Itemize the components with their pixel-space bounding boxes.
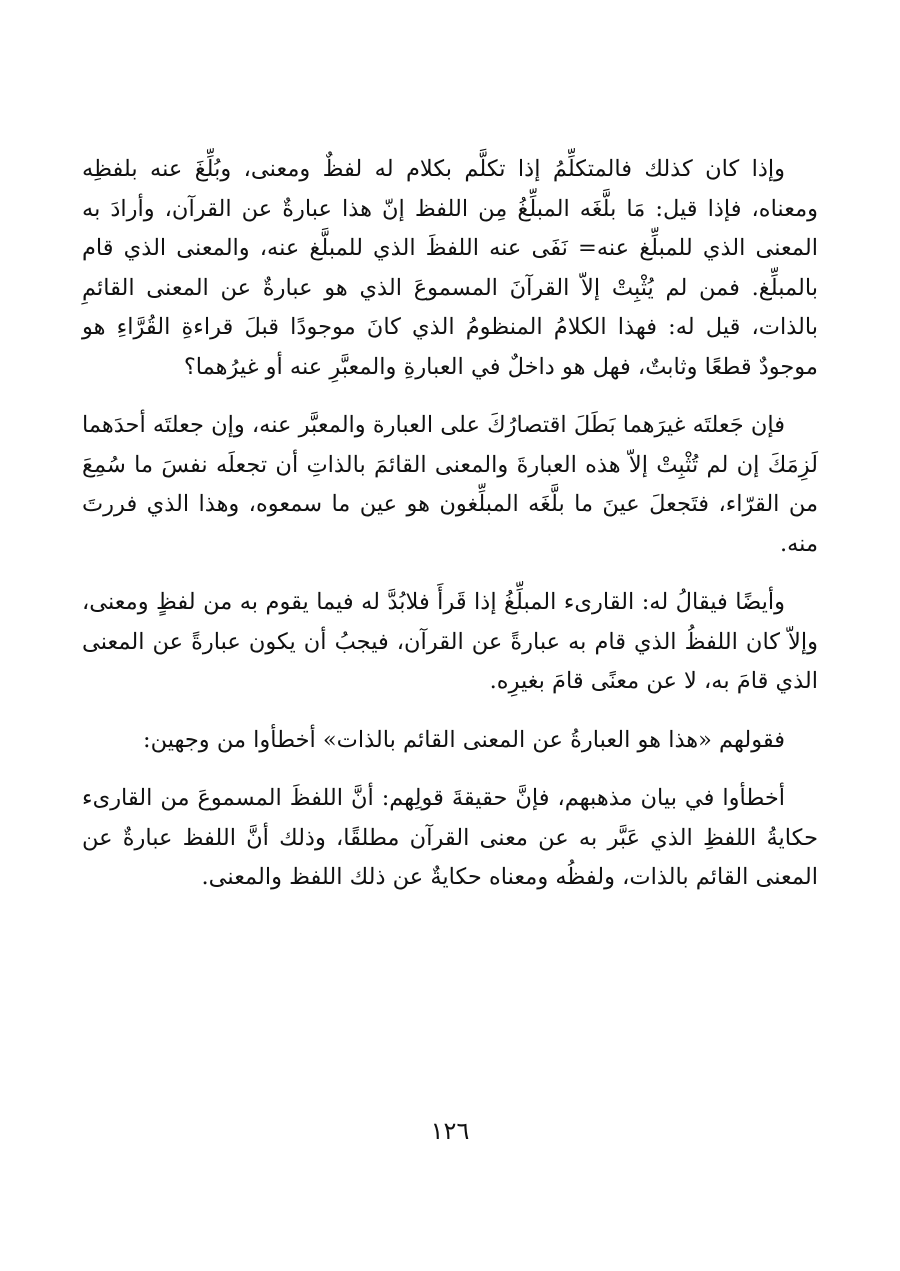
- paragraph-4: فقولهم «هذا هو العبارةُ عن المعنى القائم بالذات» أخطأوا من وجهين:: [143, 726, 785, 753]
- paragraph-1: وإذا كان كذلك فالمتكلِّمُ إذا تكلَّم بكلام له لفظٌ ومعنى، وبُلِّغَ عنه بلفظِه ومعناه، فإذا قيل: مَا بلَّغَه المبلِّغُ مِن اللفظ إنّ هذا عبارةٌ عن القرآن، وأرادَ به المعنى الذي للمبلِّغ عنه= نَفَى عنه اللفظَ الذي للمبلَّغ عنه، والمعنى الذي قام بالمبلِّغ. فمن لم يُثْبِتْ إلاّ القرآنَ المسموعَ الذي هو عبارةٌ عن المعنى القائمِ بالذات، قيل له: فهذا الكلامُ المنظومُ الذي كانَ موجودًا قبلَ قراءةِ القُرَّاءِ هو موجودٌ قطعًا وثابتٌ، فهل هو داخلٌ في العبارةِ والمعبَّرِ عنه أو غيرُهما؟: [82, 156, 818, 380]
- paragraph-5: أخطأوا في بيان مذهبهم، فإنَّ حقيقةَ قولِهم: أنَّ اللفظَ المسموعَ من القارىء حكايةُ اللفظِ الذي عَبَّر به عن معنى القرآن مطلقًا، وذلك أنَّ اللفظ عبارةٌ عن المعنى القائم بالذات، ولفظُه ومعناه حكايةٌ عن ذلك اللفظ والمعنى.: [82, 785, 818, 890]
- paragraph-2: فإن جَعلتَه غيرَهما بَطَلَ اقتصارُكَ على العبارة والمعبَّر عنه، وإن جعلتَه أحدَهما لَزِمَكَ إن لم تُثْبِتْ إلاّ هذه العبارةَ والمعنى القائمَ بالذاتِ أن تجعلَه نفسَ ما سُمِعَ من القرّاء، فتَجعلَ عينَ ما بلَّغَه المبلِّغون هو عين ما سمعوه، وهذا الذي فررتَ منه.: [82, 412, 818, 557]
- paragraph-3: وأيضًا فيقالُ له: القارىء المبلِّغُ إذا قَرأَ فلابُدَّ له فيما يقوم به من لفظٍ ومعنى، وإلاّ كان اللفظُ الذي قام به عبارةً عن القرآن، فيجبُ أن يكون عبارةً عن المعنى الذي قامَ به، لا عن معنًى قامَ بغيرِه.: [82, 589, 818, 694]
- page-number: ١٢٦: [430, 1117, 470, 1145]
- page-body: [82, 150, 818, 898]
